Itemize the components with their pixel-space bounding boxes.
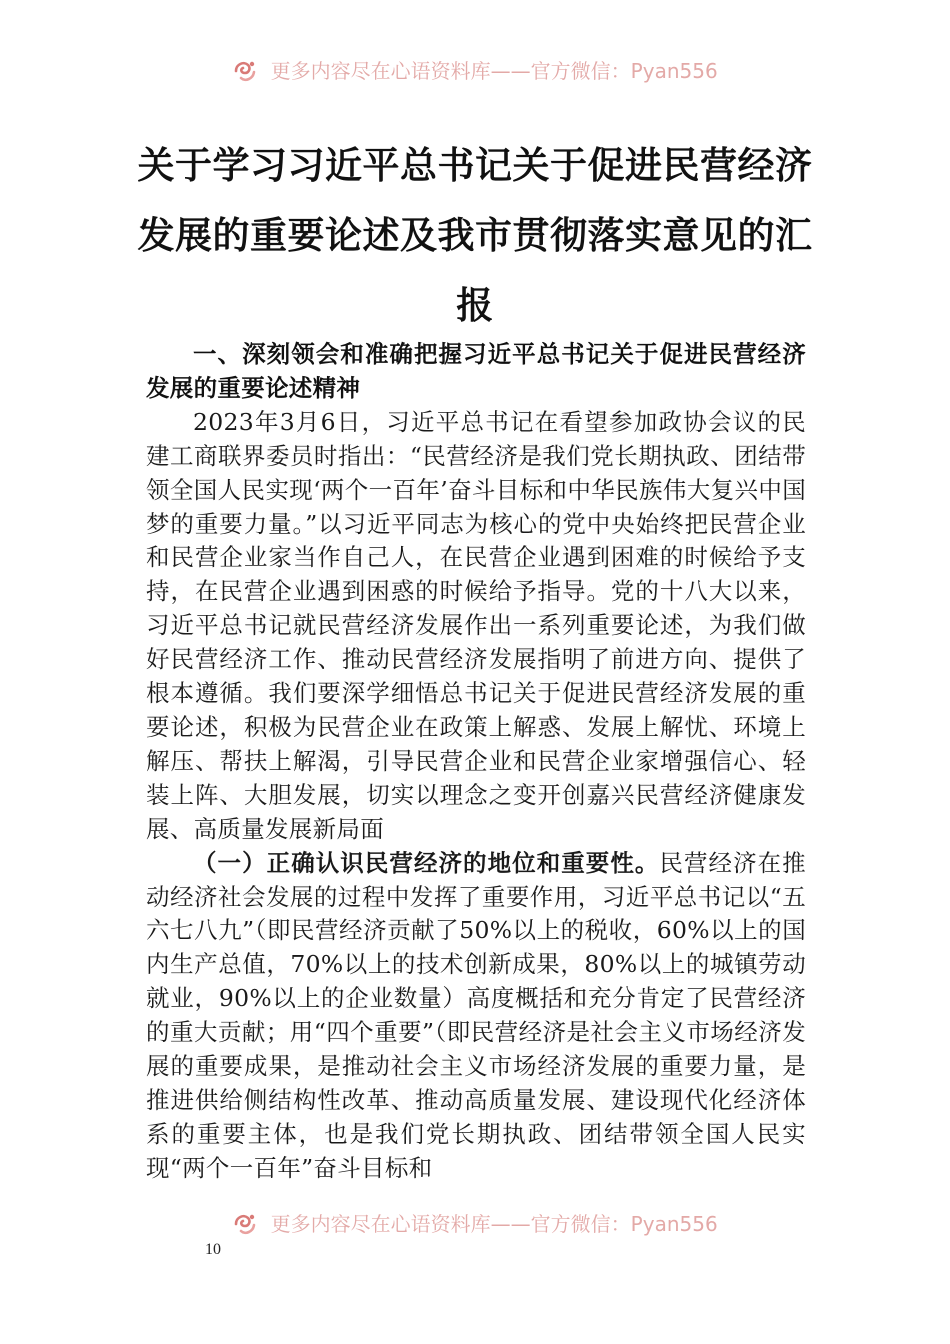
- header-watermark: [0, 54, 950, 84]
- watermark-text: 更多内容尽在心语资料库——官方微信：Pyan556: [270, 1211, 718, 1236]
- paragraph-status-text: 民营经济在推动经济社会发展的过程中发挥了重要作用，习近平总书记以“五六七八九”（即民营经济贡献了50%以上的税收，60%以上的国内生产总值，70%以上的技术创新成果，80%以上的城镇劳动就业，90%以上的企业数量）高度概括和充分肯定了民营经济的重大贡献；用“四个重要”（即民营经济是社会主义市场经济发展的重要成果，是推动社会主义市场经济发展的重要力量，是推进供给侧结构性改革、推动高质量发展、建设现代化经济体系的重要主体，也是我们党长期执政、团结带领全国人民实现“两个一百年”奋斗目标和: [146, 848, 806, 1182]
- paragraph-intro: 2023年3月6日，习近平总书记在看望参加政协会议的民建工商联界委员时指出：“民营经济是我们党长期执政、团结带领全国人民实现‘两个一百年’奋斗目标和中华民族伟大复兴中国梦的重要力量。”以习近平同志为核心的党中央始终把民营企业和民营企业家当作自己人，在民营企业遇到困难的时候给予支持，在民营企业遇到困惑的时候给予指导。党的十八大以来，习近平总书记就民营经济发展作出一系列重要论述，为我们做好民营经济工作、推动民营经济发展指明了前进方向、提供了根本遵循。我们要深学细悟总书记关于促进民营经济发展的重要论述，积极为民营企业在政策上解惑、发展上解忧、环境上解压、帮扶上解渴，引导民营企业和民营企业家增强信心、轻装上阵、大胆发展，切实以理念之变开创嘉兴民营经济健康发展、高质量发展新局面: [146, 407, 806, 843]
- brand-logo-icon: [232, 1211, 258, 1237]
- section-heading: 一、深刻领会和准确把握习近平总书记关于促进民营经济发展的重要论述精神: [146, 340, 806, 402]
- footer-watermark: [0, 1207, 950, 1237]
- paragraph-status: [146, 847, 806, 1186]
- brand-logo-icon: [232, 58, 258, 84]
- watermark-text: 更多内容尽在心语资料库——官方微信：Pyan556: [270, 58, 718, 83]
- document-title: 关于学习习近平总书记关于促进民营经济发展的重要论述及我市贯彻落实意见的汇报: [137, 143, 813, 327]
- page-number: 10: [205, 1241, 221, 1258]
- subsection-heading: （一）正确认识民营经济的地位和重要性。: [193, 848, 660, 877]
- document-body: [146, 338, 806, 1186]
